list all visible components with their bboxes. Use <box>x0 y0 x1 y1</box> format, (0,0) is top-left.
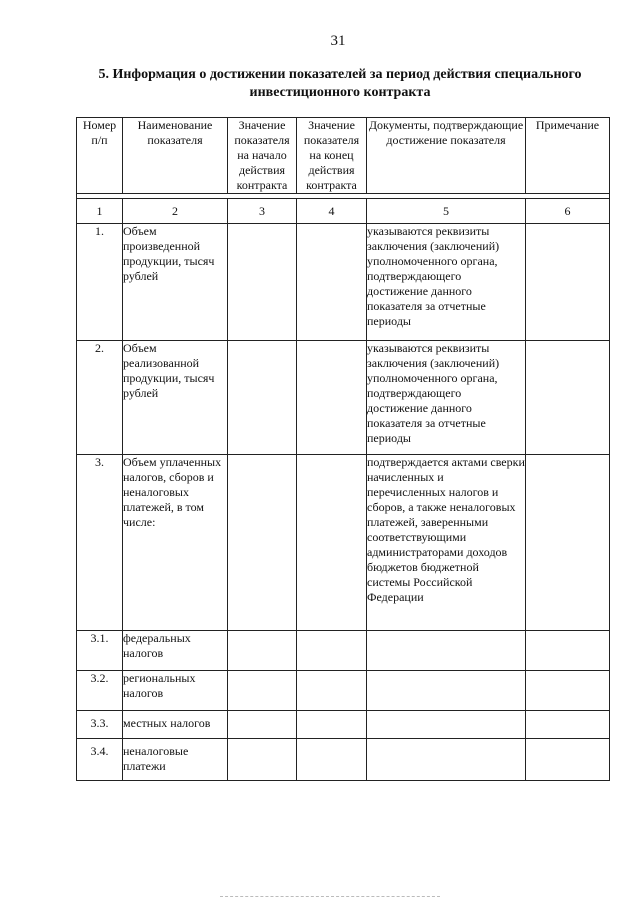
indicator-name: местных налогов <box>123 711 228 739</box>
table-row <box>77 711 610 739</box>
page-number: 31 <box>330 33 346 49</box>
start-value <box>228 671 297 711</box>
column-number: 2 <box>123 199 228 224</box>
note <box>526 455 610 631</box>
table-row <box>77 455 610 631</box>
note <box>526 671 610 711</box>
row-number: 3.3. <box>77 711 123 739</box>
note <box>526 631 610 671</box>
note <box>526 739 610 781</box>
table-row <box>77 224 610 341</box>
end-value <box>297 455 367 631</box>
end-value <box>297 224 367 341</box>
supporting-documents: указываются реквизиты заключения (заключений) уполномоченного органа, подтверждающего достижение данного показателя за отчетные периоды <box>367 341 526 455</box>
start-value <box>228 224 297 341</box>
table-row <box>77 739 610 781</box>
header-end-value: Значение показателя на конец действия контракта <box>297 118 367 194</box>
supporting-documents <box>367 631 526 671</box>
indicator-name: Объем уплаченных налогов, сборов и неналоговых платежей, в том числе: <box>123 455 228 631</box>
scan-artifact-line <box>220 896 440 901</box>
note <box>526 224 610 341</box>
indicator-name: Объем реализованной продукции, тысяч рублей <box>123 341 228 455</box>
start-value <box>228 711 297 739</box>
start-value <box>228 455 297 631</box>
table-row <box>77 631 610 671</box>
column-number: 4 <box>297 199 367 224</box>
header-indicator-name: Наименование показателя <box>123 118 228 194</box>
indicator-name: Объем произведенной продукции, тысяч рублей <box>123 224 228 341</box>
column-number: 6 <box>526 199 610 224</box>
header-number: Номер п/п <box>77 118 123 194</box>
column-number: 3 <box>228 199 297 224</box>
row-number: 3.2. <box>77 671 123 711</box>
note <box>526 711 610 739</box>
section-title: 5. Информация о достижении показателей за период действия специального инвестиционного контракта <box>98 67 582 100</box>
indicator-name: неналоговые платежи <box>123 739 228 781</box>
header-start-value: Значение показателя на начало действия контракта <box>228 118 297 194</box>
column-number: 5 <box>367 199 526 224</box>
supporting-documents: указываются реквизиты заключения (заключений) уполномоченного органа, подтверждающего достижение данного показателя за отчетные периоды <box>367 224 526 341</box>
table-row <box>77 341 610 455</box>
row-number: 2. <box>77 341 123 455</box>
end-value <box>297 739 367 781</box>
indicators-table <box>76 117 610 781</box>
table-row <box>77 671 610 711</box>
supporting-documents <box>367 739 526 781</box>
end-value <box>297 631 367 671</box>
end-value <box>297 341 367 455</box>
row-number: 1. <box>77 224 123 341</box>
table-header-row <box>77 118 610 194</box>
header-note: Примечание <box>526 118 610 194</box>
header-documents: Документы, подтверждающие достижение показателя <box>367 118 526 194</box>
start-value <box>228 739 297 781</box>
row-number: 3. <box>77 455 123 631</box>
row-number: 3.4. <box>77 739 123 781</box>
start-value <box>228 341 297 455</box>
indicator-name: федеральных налогов <box>123 631 228 671</box>
end-value <box>297 711 367 739</box>
column-numbers-row <box>77 199 610 224</box>
indicator-name: региональных налогов <box>123 671 228 711</box>
row-number: 3.1. <box>77 631 123 671</box>
supporting-documents: подтверждается актами сверки начисленных и перечисленных налогов и сборов, а также неналоговых платежей, заверенными соответствующими администраторами доходов бюджетов бюджетной системы Российской Федерации <box>367 455 526 631</box>
supporting-documents <box>367 671 526 711</box>
note <box>526 341 610 455</box>
start-value <box>228 631 297 671</box>
column-number: 1 <box>77 199 123 224</box>
end-value <box>297 671 367 711</box>
supporting-documents <box>367 711 526 739</box>
